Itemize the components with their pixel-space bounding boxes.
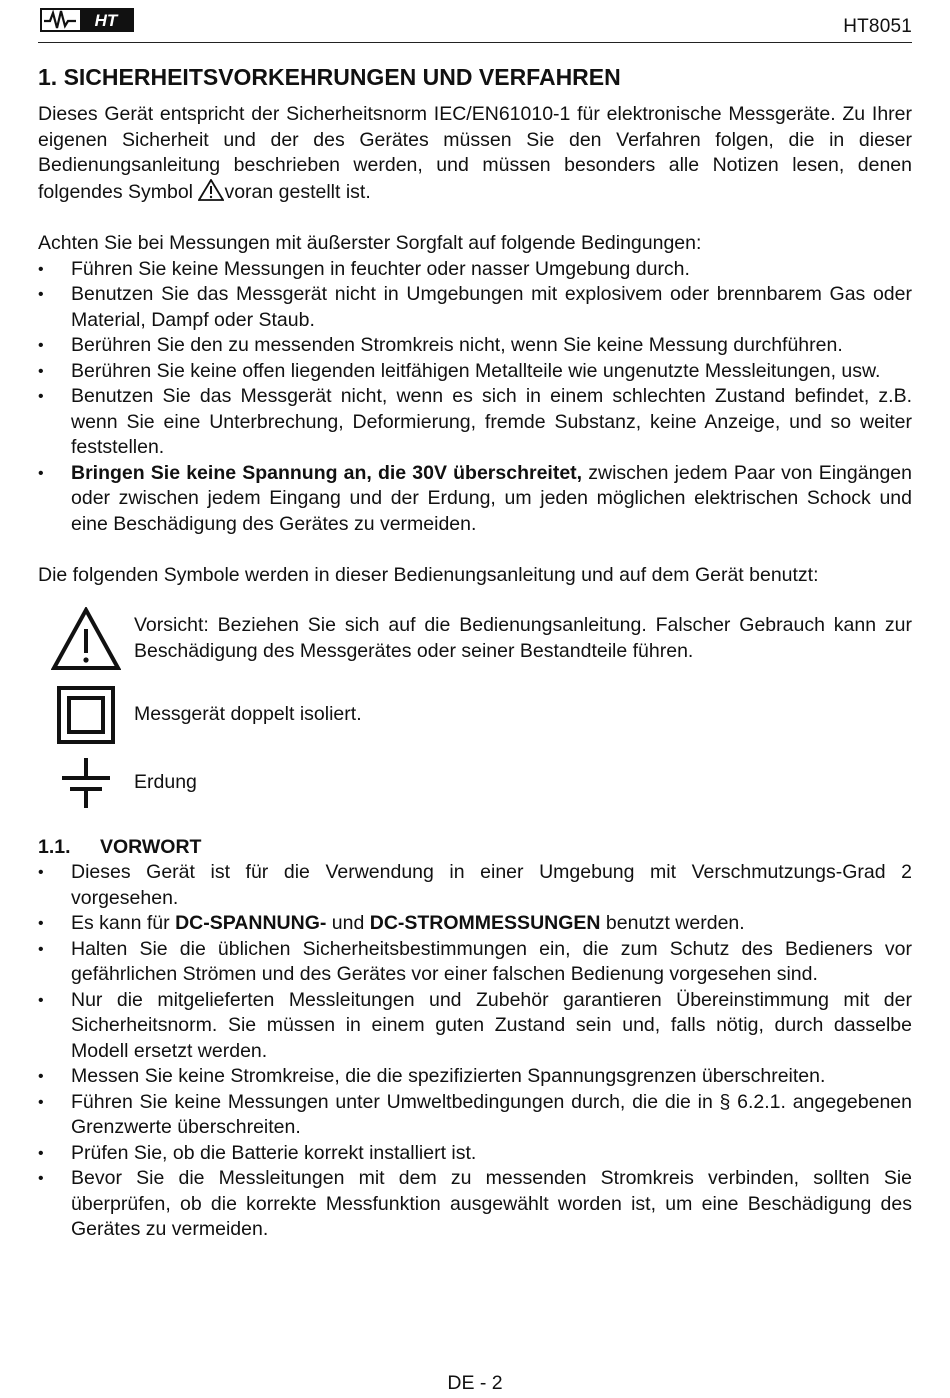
list-item: • Dieses Gerät ist für die Verwendung in einer Umgebung mit Verschmutzungs-Grad 2 vorgesehen. bbox=[38, 860, 912, 911]
dc-current-bold: DC-STROMMESSUNGEN bbox=[369, 912, 601, 934]
intro-paragraph bbox=[38, 102, 912, 205]
caution-description: Vorsicht: Beziehen Sie sich auf die Bedienungsanleitung. Falscher Gebrauch kann zur Beschädigung des Messgerätes oder seiner Bestandteile führen. bbox=[134, 614, 912, 662]
symbols-intro: Die folgenden Symbole werden in dieser Bedienungsanleitung und auf dem Gerät benutzt: bbox=[38, 564, 819, 586]
double-insulation-icon bbox=[57, 686, 115, 744]
b2-text-b: und bbox=[326, 912, 370, 934]
foreword-list bbox=[38, 860, 912, 1243]
list-item: • Halten Sie die üblichen Sicherheitsbestimmungen ein, die zum Schutz des Bedieners vor gefährlichen Strömen und des Gerätes vor einer falschen Bedienung vorgesehen sind. bbox=[38, 937, 912, 988]
b2-text-c: benutzt werden. bbox=[600, 912, 745, 934]
list-item bbox=[38, 911, 912, 937]
ground-icon bbox=[59, 756, 113, 810]
list-item: • Benutzen Sie das Messgerät nicht, wenn es sich in einem schlechten Zustand befindet, z.B. wenn Sie eine Unterbrechung, Deformierung, fremde Substanz, keine Anzeige, und so weiter feststellen. bbox=[38, 384, 912, 461]
voltage-warning-bold: Bringen Sie keine Spannung an, die 30V überschreitet, bbox=[71, 461, 583, 484]
conditions-list bbox=[38, 257, 912, 538]
list-item: • Führen Sie keine Messungen in feuchter oder nasser Umgebung durch. bbox=[38, 257, 912, 283]
page-content bbox=[38, 62, 912, 1243]
ht-logo-icon bbox=[40, 8, 134, 32]
symbol-row-caution bbox=[38, 603, 912, 675]
dc-voltage-bold: DC-SPANNUNG- bbox=[175, 912, 327, 934]
subsection-number: 1.1. bbox=[38, 835, 71, 858]
list-item: • Nur die mitgelieferten Messleitungen und Zubehör garantieren Übereinstimmung mit der Sicherheitsnorm. Sie müssen in einem guten Zustand sein und, falls nötig, durch dasselbe Modell ersetzt werden. bbox=[38, 988, 912, 1065]
warning-triangle-icon bbox=[198, 179, 224, 201]
b2-text-a: Es kann für bbox=[71, 912, 176, 934]
list-item: • Berühren Sie den zu messenden Stromkreis nicht, wenn Sie keine Messung durchführen. bbox=[38, 333, 912, 359]
double-insulated-description: Messgerät doppelt isoliert. bbox=[134, 702, 362, 725]
conditions-intro: Achten Sie bei Messungen mit äußerster Sorgfalt auf folgende Bedingungen: bbox=[38, 232, 702, 254]
page-header bbox=[38, 0, 912, 43]
ground-description: Erdung bbox=[134, 770, 197, 793]
svg-text:HT: HT bbox=[94, 11, 118, 30]
symbol-row-ground bbox=[38, 753, 912, 813]
list-item bbox=[38, 461, 912, 538]
list-item: • Bevor Sie die Messleitungen mit dem zu messenden Stromkreis verbinden, sollten Sie überprüfen, ob die korrekte Messfunktion ausgewählt worden ist, um eine Beschädigung des Gerätes zu vermeiden. bbox=[38, 1166, 912, 1243]
list-item: • Führen Sie keine Messungen unter Umweltbedingungen durch, die die in § 6.2.1. angegebenen Grenzwerte überschreiten. bbox=[38, 1090, 912, 1141]
page-number: DE - 2 bbox=[447, 1372, 503, 1394]
intro-text-part1: Dieses Gerät entspricht der Sicherheitsnorm IEC/EN61010-1 für elektronische Messgeräte. Zu Ihrer eigenen Sicherheit und der des Gerätes müssen Sie den Verfahren folgen, die in dieser Bedienungsanleitung beschrieben werden, und müssen besonders alle Notizen lesen, denen folgendes Symbol bbox=[38, 103, 912, 203]
symbol-row-double-insulated bbox=[38, 685, 912, 745]
intro-text-part2: voran gestellt ist. bbox=[224, 180, 371, 203]
subsection-name: VORWORT bbox=[100, 835, 202, 858]
list-item: • Berühren Sie keine offen liegenden leitfähigen Metallteile wie ungenutzte Messleitungen, usw. bbox=[38, 359, 912, 385]
subsection-title bbox=[38, 835, 912, 861]
list-item: • Benutzen Sie das Messgerät nicht in Umgebungen mit explosivem oder brennbarem Gas oder Material, Dampf oder Staub. bbox=[38, 282, 912, 333]
list-item: • Prüfen Sie, ob die Batterie korrekt installiert ist. bbox=[38, 1141, 912, 1167]
voltage-warning-rest: zwischen jedem Paar von Eingängen oder zwischen jedem Eingang und der Erdung, um jeden möglichen elektrischen Schock und eine Beschädigung des Gerätes zu vermeiden. bbox=[71, 461, 912, 535]
caution-triangle-icon bbox=[51, 607, 121, 671]
section-title: 1. SICHERHEITSVORKEHRUNGEN UND VERFAHREN bbox=[38, 64, 621, 90]
list-item: • Messen Sie keine Stromkreise, die die spezifizierten Spannungsgrenzen überschreiten. bbox=[38, 1064, 912, 1090]
document-code: HT8051 bbox=[843, 16, 912, 37]
